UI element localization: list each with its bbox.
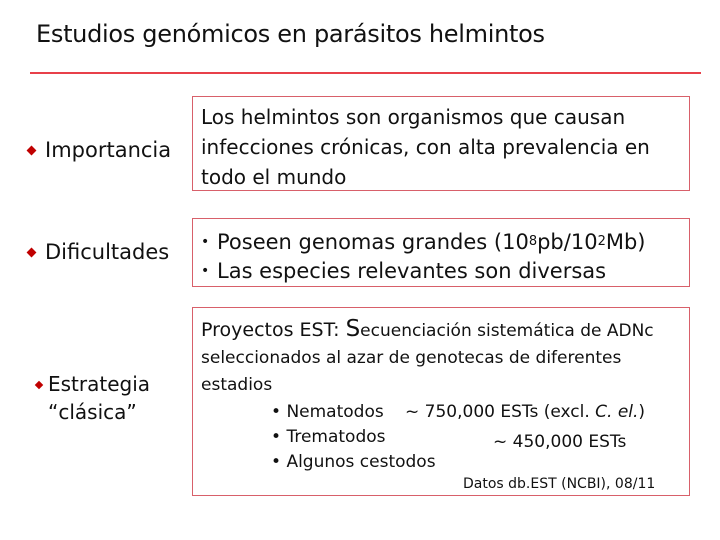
- trematodos-count: ~ 450,000 ESTs: [493, 432, 627, 452]
- bullet-diamond-icon: [27, 247, 37, 257]
- estrategia-label-line1: Estrategia: [48, 372, 151, 396]
- bullet-dot-icon: •: [201, 262, 210, 279]
- list-item-nematodos: • Nematodos: [271, 402, 384, 422]
- dificultades-item-2: • Las especies relevantes son diversas: [201, 258, 607, 283]
- importancia-box: [192, 96, 690, 191]
- dificultades-label: Dificultades: [45, 240, 170, 264]
- estrategia-heading: Proyectos EST: Secuenciación sistemática de ADNc: [201, 316, 654, 342]
- list-item-trematodos: • Trematodos: [271, 427, 386, 447]
- dificultades-item-1: • Poseen genomas grandes (10 8 pb/10 2 Mb): [201, 229, 646, 254]
- side-item-estrategia: [36, 370, 150, 426]
- list-item-cestodos: • Algunos cestodos: [271, 452, 436, 472]
- estrategia-box: [192, 307, 690, 496]
- nematodos-count: ~ 750,000 ESTs (excl. C. el.): [405, 402, 646, 422]
- data-source-note: Datos db.EST (NCBI), 08/11: [463, 476, 656, 492]
- importancia-text-line3: todo el mundo: [201, 165, 347, 189]
- bullet-dot-icon: •: [271, 402, 282, 422]
- side-item-dificultades: [28, 240, 169, 264]
- importancia-text-line2: infecciones crónicas, con alta prevalencia en: [201, 135, 650, 159]
- estrategia-line3: estadios: [201, 375, 273, 395]
- importancia-text-line1: Los helmintos son organismos que causan: [201, 105, 626, 129]
- bullet-diamond-icon: [27, 145, 37, 155]
- importancia-label: Importancia: [45, 138, 172, 162]
- bullet-diamond-icon: [35, 381, 43, 389]
- dificultades-box: [192, 218, 690, 287]
- title-divider: [30, 72, 701, 74]
- slide-title: Estudios genómicos en parásitos helmintos: [36, 20, 545, 48]
- bullet-dot-icon: •: [201, 233, 210, 250]
- estrategia-label-line2: “clásica”: [48, 400, 137, 424]
- bullet-dot-icon: •: [271, 452, 282, 472]
- bullet-dot-icon: •: [271, 427, 282, 447]
- side-item-importancia: [28, 138, 171, 162]
- estrategia-line2: seleccionados al azar de genotecas de diferentes: [201, 348, 622, 368]
